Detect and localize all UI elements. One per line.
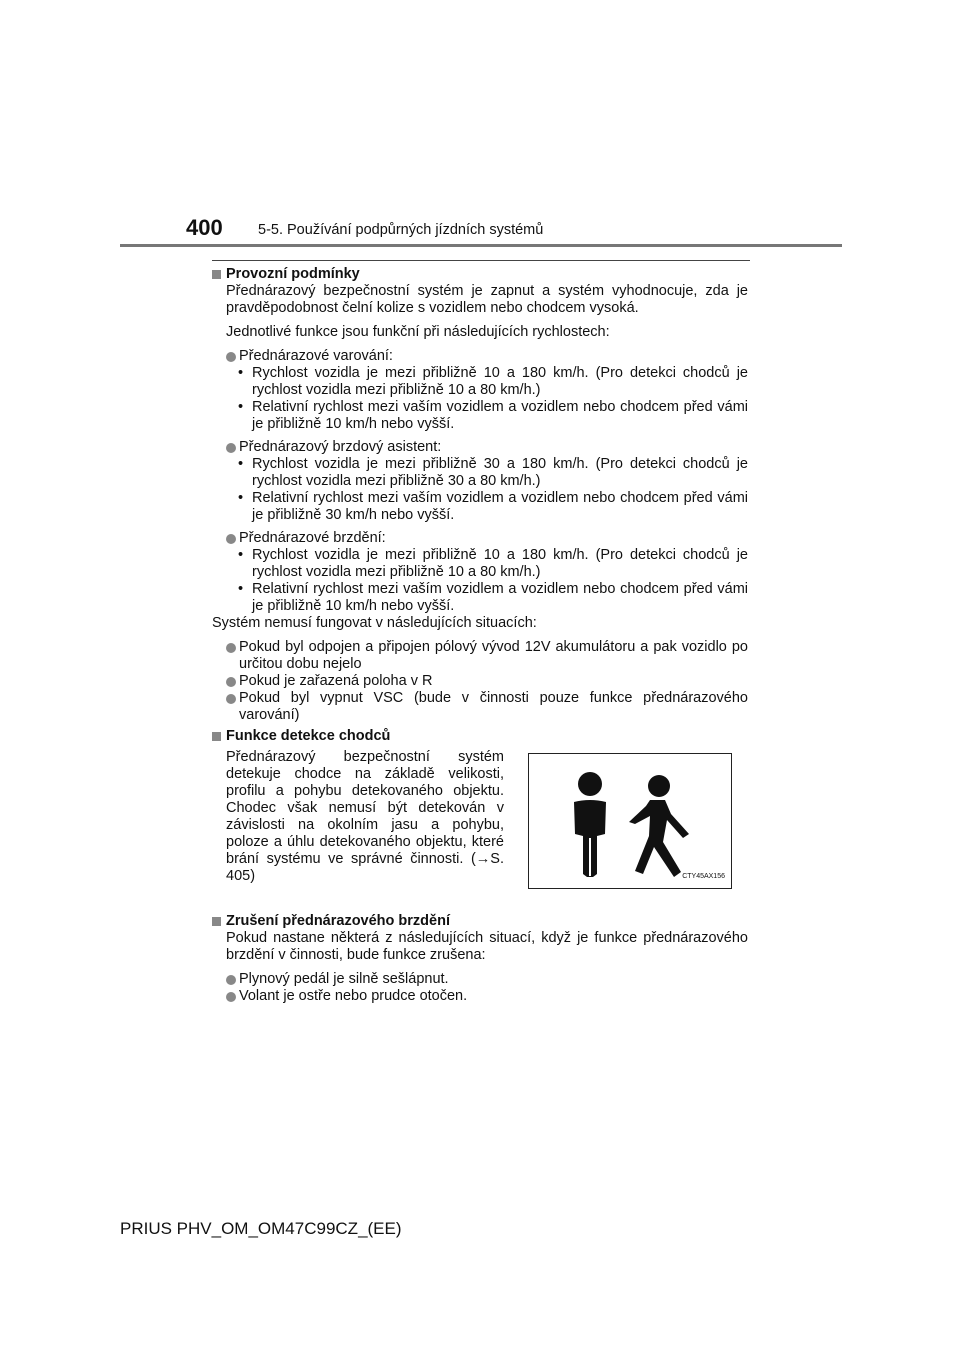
function-item: • Relativní rychlost mezi vaším vozidlem a vozidlem nebo chodcem před vámi je přibližně 30 km/h nebo vyšší. xyxy=(238,490,748,523)
function-item: • Rychlost vozidla je mezi přibližně 10 a 180 km/h. (Pro detekci chodců je rychlost vozidla mezi přibližně 10 a 80 km/h.) xyxy=(238,547,748,580)
operating-conditions-heading: Provozní podmínky xyxy=(212,266,748,283)
pedestrian-heading: Funkce detekce chodců xyxy=(212,728,748,745)
section-title: 5-5. Používání podpůrných jízdních systémů xyxy=(258,222,544,238)
function-label: Přednárazový brzdový asistent: xyxy=(212,439,748,456)
circle-bullet-icon xyxy=(226,534,236,544)
square-bullet-icon xyxy=(212,917,221,926)
function-label: Přednárazové brzdění: xyxy=(212,530,748,547)
cancel-item: Plynový pedál je silně sešlápnut. xyxy=(212,971,748,988)
speeds-intro: Jednotlivé funkce jsou funkční při následujících rychlostech: xyxy=(226,324,610,340)
not-working-intro: Systém nemusí fungovat v následujících situacích: xyxy=(212,615,537,631)
document-code: PRIUS PHV_OM_OM47C99CZ_(EE) xyxy=(120,1219,402,1238)
situation-item: Pokud byl vypnut VSC (bude v činnosti pouze funkce přednárazového varování) xyxy=(212,690,748,724)
cancel-intro: Pokud nastane některá z následujících situací, když je funkce přednárazového brzdění v činnosti, bude funkce zrušena: xyxy=(226,930,748,963)
circle-bullet-icon xyxy=(226,352,236,362)
circle-bullet-icon xyxy=(226,975,236,985)
cancel-item: Volant je ostře nebo prudce otočen. xyxy=(212,988,748,1005)
circle-bullet-icon xyxy=(226,643,236,653)
function-items xyxy=(212,365,748,433)
function-item: • Relativní rychlost mezi vaším vozidlem a vozidlem nebo chodcem před vámi je přibližně 10 km/h nebo vyšší. xyxy=(238,581,748,614)
pedestrian-section xyxy=(212,745,748,905)
function-items xyxy=(212,456,748,524)
page-number: 400 xyxy=(186,215,223,240)
function-item: • Rychlost vozidla je mezi přibližně 30 a 180 km/h. (Pro detekci chodců je rychlost vozidla mezi přibližně 30 a 80 km/h.) xyxy=(238,456,748,489)
pedestrian-figure xyxy=(528,753,732,889)
function-item: • Rychlost vozidla je mezi přibližně 10 a 180 km/h. (Pro detekci chodců je rychlost vozidla mezi přibližně 10 a 80 km/h.) xyxy=(238,365,748,398)
situation-item: Pokud byl odpojen a připojen pólový vývod 12V akumulátoru a pak vozidlo po určitou dobu nejelo xyxy=(212,639,748,673)
circle-bullet-icon xyxy=(226,677,236,687)
function-label: Přednárazové varování: xyxy=(212,348,748,365)
square-bullet-icon xyxy=(212,270,221,279)
situation-item: Pokud je zařazená poloha v R xyxy=(212,673,748,690)
header-rule xyxy=(120,244,842,247)
circle-bullet-icon xyxy=(226,443,236,453)
circle-bullet-icon xyxy=(226,992,236,1002)
pedestrian-text: Přednárazový bezpečnostní systém detekuje chodce na základě velikosti, profilu a pohybu detekovaného objektu. Chodec však nemusí být detekován v závislosti na okolním jasu a pohybu, poloze a úhlu detekovaného objektu, které brání systému ve správné činnosti. (→S. 405) xyxy=(226,749,504,884)
circle-bullet-icon xyxy=(226,694,236,704)
square-bullet-icon xyxy=(212,732,221,741)
page-content xyxy=(212,266,748,1005)
function-item: • Relativní rychlost mezi vaším vozidlem a vozidlem nebo chodcem před vámi je přibližně 10 km/h nebo vyšší. xyxy=(238,399,748,432)
figure-label: CTY45AX156 xyxy=(682,873,725,880)
section-divider xyxy=(212,260,750,261)
cancel-heading: Zrušení přednárazového brzdění xyxy=(212,913,748,930)
operating-conditions-intro: Přednárazový bezpečnostní systém je zapnut a systém vyhodnocuje, zda je pravděpodobnost čelní kolize s vozidlem nebo chodcem vysoká. xyxy=(226,283,748,316)
function-items xyxy=(212,547,748,615)
